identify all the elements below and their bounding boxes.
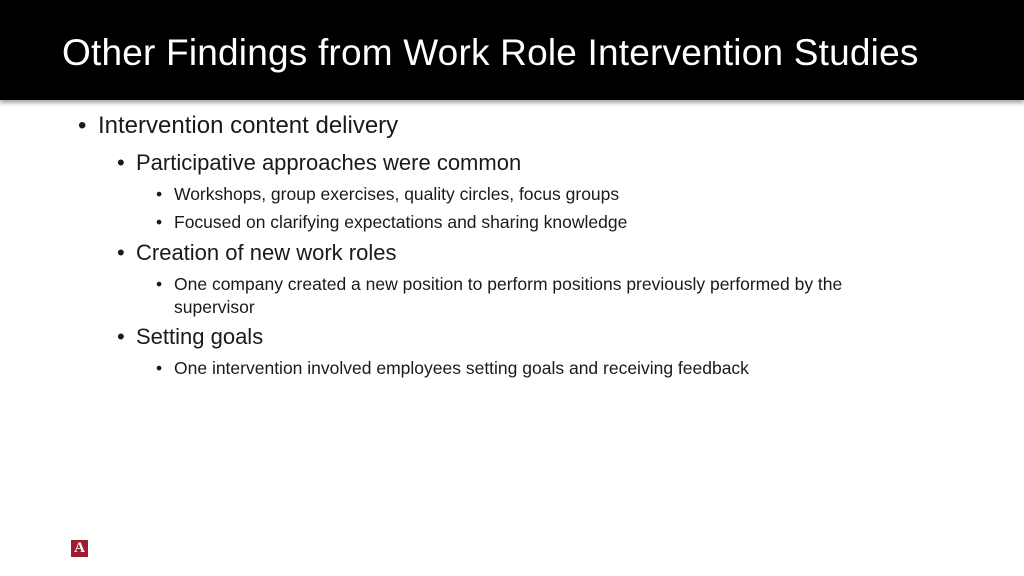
- bullet-glyph: •: [117, 240, 125, 265]
- bullet-glyph: •: [156, 212, 163, 232]
- bullet-glyph: •: [117, 324, 125, 349]
- bullet-item-l2: [117, 150, 521, 176]
- bullet-item-l3: [156, 274, 842, 295]
- bullet-glyph: •: [156, 274, 163, 294]
- bullet-item-l3: [156, 184, 619, 205]
- bullet-item-l1: [78, 112, 398, 140]
- bullet-item-l2: [117, 324, 263, 350]
- bullet-text: Focused on clarifying expectations and sharing knowledge: [174, 212, 628, 232]
- bullet-glyph: •: [156, 358, 163, 378]
- bullet-text: Setting goals: [136, 324, 264, 349]
- title-bar: [0, 0, 1024, 100]
- bullet-text: Workshops, group exercises, quality circles, focus groups: [174, 184, 620, 204]
- bullet-glyph: •: [156, 184, 163, 204]
- bullet-text-continuation: [174, 297, 255, 318]
- bullet-item-l3: [156, 358, 749, 379]
- slide-title: Other Findings from Work Role Intervention Studies: [62, 32, 919, 73]
- university-logo: A: [71, 540, 88, 557]
- bullet-text: Intervention content delivery: [98, 112, 399, 139]
- bullet-glyph: •: [78, 112, 87, 139]
- bullet-item-l2: [117, 240, 396, 266]
- bullet-item-l3: [156, 212, 627, 233]
- bullet-text: Creation of new work roles: [136, 240, 397, 265]
- bullet-text: One intervention involved employees setting goals and receiving feedback: [174, 358, 749, 378]
- bullet-text: One company created a new position to perform positions previously performed by the: [174, 274, 843, 294]
- bullet-text: Participative approaches were common: [136, 150, 522, 175]
- bullet-glyph: •: [117, 150, 125, 175]
- bullet-text: supervisor: [174, 297, 255, 317]
